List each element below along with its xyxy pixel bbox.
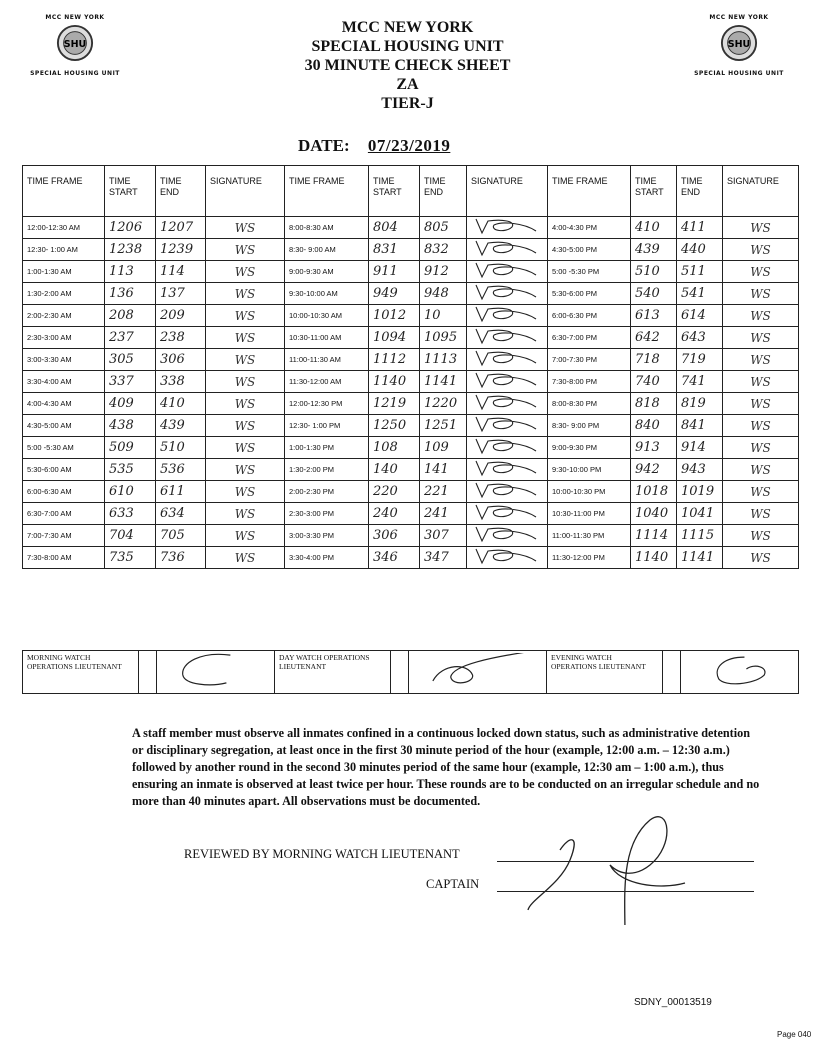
time-end-cell: 841 — [677, 415, 723, 437]
time-end-cell: 511 — [677, 261, 723, 283]
time-frame-cell: 10:30-11:00 AM — [285, 327, 369, 349]
scribble-signature-icon — [472, 371, 542, 389]
col-time-frame: TIME FRAME — [285, 166, 369, 217]
page-number: Page 040 — [777, 1030, 812, 1039]
col-time-start: TIME START — [631, 166, 677, 217]
signature-cell: WS — [723, 371, 799, 393]
signature-cell: WS — [723, 503, 799, 525]
time-end-cell: 1095 — [420, 327, 467, 349]
time-start-cell: 1140 — [369, 371, 420, 393]
time-frame-cell: 7:30-8:00 AM — [23, 547, 105, 569]
time-start-cell: 613 — [631, 305, 677, 327]
time-frame-cell: 6:00-6:30 PM — [548, 305, 631, 327]
signature-cell: WS — [723, 525, 799, 547]
signature-cell: WS — [206, 349, 285, 371]
time-end-cell: 912 — [420, 261, 467, 283]
reviewed-by-label: REVIEWED BY MORNING WATCH LIEUTENANT — [184, 847, 460, 861]
signature-cell: WS — [206, 261, 285, 283]
time-frame-cell: 5:00 -5:30 PM — [548, 261, 631, 283]
table-row — [23, 481, 799, 503]
col-time-start: TIME START — [369, 166, 420, 217]
time-start-cell: 409 — [105, 393, 156, 415]
table-row — [23, 239, 799, 261]
day-watch-signature — [409, 651, 547, 694]
time-start-cell: 1094 — [369, 327, 420, 349]
time-end-cell: 338 — [156, 371, 206, 393]
time-end-cell: 1019 — [677, 481, 723, 503]
time-frame-cell: 3:00-3:30 PM — [285, 525, 369, 547]
bates-number: SDNY_00013519 — [634, 997, 712, 1008]
time-frame-cell: 12:00-12:30 PM — [285, 393, 369, 415]
signature-cell — [467, 305, 548, 327]
time-frame-cell: 11:30-12:00 AM — [285, 371, 369, 393]
time-end-cell: 541 — [677, 283, 723, 305]
table-row — [23, 261, 799, 283]
time-end-cell: 634 — [156, 503, 206, 525]
time-end-cell: 411 — [677, 217, 723, 239]
scribble-signature-icon — [472, 481, 542, 499]
logo-bottom-text: SPECIAL HOUSING UNIT — [30, 70, 120, 77]
spacer — [139, 651, 157, 694]
time-frame-cell: 10:00-10:30 AM — [285, 305, 369, 327]
signature-cell — [467, 437, 548, 459]
signature-cell: WS — [206, 437, 285, 459]
time-frame-cell: 5:30-6:00 PM — [548, 283, 631, 305]
time-frame-cell: 3:30-4:00 PM — [285, 547, 369, 569]
signature-cell: WS — [206, 217, 285, 239]
time-end-cell: 1251 — [420, 415, 467, 437]
time-end-cell: 819 — [677, 393, 723, 415]
time-end-cell: 307 — [420, 525, 467, 547]
check-table — [22, 165, 799, 569]
time-start-cell: 1018 — [631, 481, 677, 503]
handwritten-signature-icon — [161, 653, 270, 687]
scribble-signature-icon — [472, 459, 542, 477]
time-start-cell: 346 — [369, 547, 420, 569]
time-frame-cell: 3:00-3:30 AM — [23, 349, 105, 371]
time-end-cell: 209 — [156, 305, 206, 327]
time-end-cell: 1239 — [156, 239, 206, 261]
handwritten-signature-icon — [685, 653, 794, 687]
time-start-cell: 1238 — [105, 239, 156, 261]
table-row — [23, 547, 799, 569]
time-start-cell: 1250 — [369, 415, 420, 437]
signature-cell: WS — [206, 283, 285, 305]
col-signature: SIGNATURE — [723, 166, 799, 217]
time-start-cell: 220 — [369, 481, 420, 503]
time-frame-cell: 2:30-3:00 AM — [23, 327, 105, 349]
time-frame-cell: 11:00-11:30 PM — [548, 525, 631, 547]
scribble-signature-icon — [472, 503, 542, 521]
time-start-cell: 535 — [105, 459, 156, 481]
time-end-cell: 238 — [156, 327, 206, 349]
col-time-frame: TIME FRAME — [548, 166, 631, 217]
time-end-cell: 510 — [156, 437, 206, 459]
signature-cell: WS — [723, 217, 799, 239]
time-end-cell: 948 — [420, 283, 467, 305]
logo-right — [684, 14, 794, 77]
evening-watch-signature — [681, 651, 799, 694]
time-start-cell: 642 — [631, 327, 677, 349]
col-time-end: TIME END — [156, 166, 206, 217]
time-frame-cell: 1:30-2:00 PM — [285, 459, 369, 481]
time-end-cell: 943 — [677, 459, 723, 481]
time-start-cell: 337 — [105, 371, 156, 393]
table-row — [23, 437, 799, 459]
signature-cell: WS — [723, 349, 799, 371]
table-row — [23, 459, 799, 481]
time-frame-cell: 10:30-11:00 PM — [548, 503, 631, 525]
time-end-cell: 536 — [156, 459, 206, 481]
time-end-cell: 741 — [677, 371, 723, 393]
scribble-signature-icon — [472, 283, 542, 301]
signature-cell — [467, 525, 548, 547]
date-label: DATE: — [298, 136, 350, 155]
time-frame-cell: 2:30-3:00 PM — [285, 503, 369, 525]
signature-cell: WS — [206, 525, 285, 547]
table-row — [23, 283, 799, 305]
table-row — [23, 327, 799, 349]
time-frame-cell: 4:30-5:00 PM — [548, 239, 631, 261]
title-line: MCC NEW YORK — [341, 19, 474, 36]
time-start-cell: 108 — [369, 437, 420, 459]
signature-cell: WS — [723, 437, 799, 459]
signature-cell: WS — [206, 371, 285, 393]
shu-seal-icon — [720, 24, 758, 62]
signature-cell — [467, 547, 548, 569]
time-frame-cell: 8:30- 9:00 PM — [548, 415, 631, 437]
signature-cell: WS — [723, 415, 799, 437]
signature-cell — [467, 371, 548, 393]
time-frame-cell: 1:00-1:30 AM — [23, 261, 105, 283]
scribble-signature-icon — [472, 305, 542, 323]
title-line: ZA — [396, 76, 419, 93]
time-end-cell: 1207 — [156, 217, 206, 239]
time-start-cell: 136 — [105, 283, 156, 305]
signature-cell: WS — [206, 393, 285, 415]
time-frame-cell: 7:30-8:00 PM — [548, 371, 631, 393]
time-frame-cell: 6:00-6:30 AM — [23, 481, 105, 503]
signature-cell: WS — [723, 261, 799, 283]
captain-signature-icon — [500, 805, 700, 925]
time-start-cell: 942 — [631, 459, 677, 481]
time-start-cell: 804 — [369, 217, 420, 239]
title-line: TIER-J — [381, 95, 434, 112]
time-frame-cell: 1:00-1:30 PM — [285, 437, 369, 459]
time-end-cell: 109 — [420, 437, 467, 459]
time-start-cell: 1219 — [369, 393, 420, 415]
time-end-cell: 347 — [420, 547, 467, 569]
scribble-signature-icon — [472, 261, 542, 279]
time-end-cell: 719 — [677, 349, 723, 371]
logo-left — [20, 14, 130, 77]
seal-text: SHU — [63, 38, 87, 50]
time-end-cell: 141 — [420, 459, 467, 481]
signature-cell: WS — [723, 481, 799, 503]
signature-cell — [467, 349, 548, 371]
time-end-cell: 643 — [677, 327, 723, 349]
instructions-paragraph: A staff member must observe all inmates confined in a continuous locked down status, such as administrative detention or disciplinary segregation, at least once in the first 30 minute period of the hour (example, 12:00 a.m. – 12:30 a.m.) followed by another round in the second 30 minutes period of the same hour (example, 12:30 am – 1:00 a.m.), thus ensuring an inmate is observed at least twice per hour. These rounds are to be conducted on an irregular schedule and no more than 40 minutes apart. All observations must be documented. — [132, 726, 760, 808]
col-time-end: TIME END — [420, 166, 467, 217]
signature-cell: WS — [723, 327, 799, 349]
time-start-cell: 1040 — [631, 503, 677, 525]
time-frame-cell: 2:00-2:30 PM — [285, 481, 369, 503]
time-end-cell: 439 — [156, 415, 206, 437]
time-end-cell: 221 — [420, 481, 467, 503]
logo-bottom-text: SPECIAL HOUSING UNIT — [694, 70, 784, 77]
time-end-cell: 10 — [420, 305, 467, 327]
time-end-cell: 306 — [156, 349, 206, 371]
col-time-end: TIME END — [677, 166, 723, 217]
title-line: 30 MINUTE CHECK SHEET — [304, 57, 511, 74]
spacer — [391, 651, 409, 694]
time-start-cell: 509 — [105, 437, 156, 459]
document-title — [250, 18, 565, 113]
time-start-cell: 913 — [631, 437, 677, 459]
time-frame-cell: 12:30- 1:00 AM — [23, 239, 105, 261]
time-frame-cell: 9:30-10:00 PM — [548, 459, 631, 481]
seal-text: SHU — [727, 38, 751, 50]
table-body — [23, 217, 799, 569]
signature-cell — [467, 415, 548, 437]
signature-cell: WS — [206, 415, 285, 437]
time-frame-cell: 9:00-9:30 AM — [285, 261, 369, 283]
signature-cell: WS — [206, 459, 285, 481]
signature-cell — [467, 239, 548, 261]
time-start-cell: 240 — [369, 503, 420, 525]
table-row — [23, 503, 799, 525]
time-start-cell: 949 — [369, 283, 420, 305]
time-start-cell: 911 — [369, 261, 420, 283]
time-frame-cell: 11:00-11:30 AM — [285, 349, 369, 371]
time-frame-cell: 4:00-4:30 AM — [23, 393, 105, 415]
time-start-cell: 610 — [105, 481, 156, 503]
time-end-cell: 705 — [156, 525, 206, 547]
signature-cell: WS — [723, 547, 799, 569]
signature-cell — [467, 283, 548, 305]
time-frame-cell: 9:30-10:00 AM — [285, 283, 369, 305]
signature-cell — [467, 217, 548, 239]
time-start-cell: 510 — [631, 261, 677, 283]
time-end-cell: 736 — [156, 547, 206, 569]
signature-cell: WS — [206, 239, 285, 261]
time-frame-cell: 6:30-7:00 AM — [23, 503, 105, 525]
time-frame-cell: 7:00-7:30 PM — [548, 349, 631, 371]
time-start-cell: 840 — [631, 415, 677, 437]
signature-cell: WS — [206, 305, 285, 327]
time-end-cell: 440 — [677, 239, 723, 261]
morning-watch-signature — [157, 651, 275, 694]
signature-cell — [467, 481, 548, 503]
time-start-cell: 1140 — [631, 547, 677, 569]
scribble-signature-icon — [472, 547, 542, 565]
table-row — [23, 415, 799, 437]
time-frame-cell: 2:00-2:30 AM — [23, 305, 105, 327]
table-row — [23, 349, 799, 371]
time-end-cell: 1220 — [420, 393, 467, 415]
captain-label: CAPTAIN — [426, 877, 480, 891]
time-start-cell: 540 — [631, 283, 677, 305]
logo-top-text: MCC NEW YORK — [709, 14, 769, 21]
time-start-cell: 438 — [105, 415, 156, 437]
time-end-cell: 914 — [677, 437, 723, 459]
time-start-cell: 306 — [369, 525, 420, 547]
scribble-signature-icon — [472, 349, 542, 367]
time-end-cell: 114 — [156, 261, 206, 283]
evening-watch-label: EVENING WATCH OPERATIONS LIEUTENANT — [547, 651, 663, 694]
time-start-cell: 305 — [105, 349, 156, 371]
time-end-cell: 1115 — [677, 525, 723, 547]
time-frame-cell: 5:00 -5:30 AM — [23, 437, 105, 459]
time-frame-cell: 8:00-8:30 AM — [285, 217, 369, 239]
signature-cell: WS — [206, 503, 285, 525]
time-end-cell: 1141 — [420, 371, 467, 393]
time-frame-cell: 8:30- 9:00 AM — [285, 239, 369, 261]
time-start-cell: 1206 — [105, 217, 156, 239]
time-start-cell: 718 — [631, 349, 677, 371]
time-frame-cell: 10:00-10:30 PM — [548, 481, 631, 503]
time-end-cell: 805 — [420, 217, 467, 239]
col-time-frame: TIME FRAME — [23, 166, 105, 217]
time-end-cell: 241 — [420, 503, 467, 525]
table-row — [23, 217, 799, 239]
time-frame-cell: 8:00-8:30 PM — [548, 393, 631, 415]
time-end-cell: 410 — [156, 393, 206, 415]
scribble-signature-icon — [472, 525, 542, 543]
time-start-cell: 818 — [631, 393, 677, 415]
signature-cell — [467, 327, 548, 349]
time-start-cell: 831 — [369, 239, 420, 261]
time-start-cell: 208 — [105, 305, 156, 327]
signature-cell: WS — [723, 393, 799, 415]
time-start-cell: 1012 — [369, 305, 420, 327]
time-start-cell: 140 — [369, 459, 420, 481]
table-row — [23, 305, 799, 327]
time-start-cell: 735 — [105, 547, 156, 569]
date-value: 07/23/2019 — [367, 136, 451, 155]
time-frame-cell: 5:30-6:00 AM — [23, 459, 105, 481]
spacer — [663, 651, 681, 694]
handwritten-signature-icon — [413, 653, 542, 687]
time-frame-cell: 1:30-2:00 AM — [23, 283, 105, 305]
time-end-cell: 1041 — [677, 503, 723, 525]
scribble-signature-icon — [472, 239, 542, 257]
scribble-signature-icon — [472, 437, 542, 455]
time-frame-cell: 7:00-7:30 AM — [23, 525, 105, 547]
time-start-cell: 113 — [105, 261, 156, 283]
time-frame-cell: 12:00-12:30 AM — [23, 217, 105, 239]
time-start-cell: 410 — [631, 217, 677, 239]
table-row — [23, 525, 799, 547]
logo-top-text: MCC NEW YORK — [45, 14, 105, 21]
time-end-cell: 614 — [677, 305, 723, 327]
time-start-cell: 633 — [105, 503, 156, 525]
signature-cell — [467, 459, 548, 481]
time-start-cell: 1112 — [369, 349, 420, 371]
time-frame-cell: 12:30- 1:00 PM — [285, 415, 369, 437]
time-end-cell: 1113 — [420, 349, 467, 371]
morning-watch-label: MORNING WATCH OPERATIONS LIEUTENANT — [23, 651, 139, 694]
signature-cell: WS — [206, 327, 285, 349]
signature-cell — [467, 393, 548, 415]
time-frame-cell: 4:30-5:00 AM — [23, 415, 105, 437]
time-end-cell: 611 — [156, 481, 206, 503]
signature-cell — [467, 503, 548, 525]
signature-cell: WS — [723, 459, 799, 481]
time-frame-cell: 11:30-12:00 PM — [548, 547, 631, 569]
signature-cell: WS — [723, 239, 799, 261]
col-time-start: TIME START — [105, 166, 156, 217]
table-row — [23, 393, 799, 415]
time-frame-cell: 9:00-9:30 PM — [548, 437, 631, 459]
time-end-cell: 137 — [156, 283, 206, 305]
table-row — [23, 371, 799, 393]
date-line — [298, 136, 450, 156]
scribble-signature-icon — [472, 415, 542, 433]
scribble-signature-icon — [472, 217, 542, 235]
signature-cell: WS — [206, 481, 285, 503]
signature-cell — [467, 261, 548, 283]
time-end-cell: 832 — [420, 239, 467, 261]
col-signature: SIGNATURE — [467, 166, 548, 217]
lieutenant-row — [23, 651, 799, 694]
time-start-cell: 740 — [631, 371, 677, 393]
time-frame-cell: 6:30-7:00 PM — [548, 327, 631, 349]
signature-cell: WS — [723, 283, 799, 305]
col-signature: SIGNATURE — [206, 166, 285, 217]
time-frame-cell: 4:00-4:30 PM — [548, 217, 631, 239]
scribble-signature-icon — [472, 393, 542, 411]
time-start-cell: 237 — [105, 327, 156, 349]
title-line: SPECIAL HOUSING UNIT — [311, 38, 504, 55]
time-start-cell: 439 — [631, 239, 677, 261]
time-end-cell: 1141 — [677, 547, 723, 569]
scribble-signature-icon — [472, 327, 542, 345]
shu-seal-icon — [56, 24, 94, 62]
time-start-cell: 704 — [105, 525, 156, 547]
time-start-cell: 1114 — [631, 525, 677, 547]
table-header-row — [23, 166, 799, 217]
lieutenant-table — [22, 650, 799, 694]
signature-cell: WS — [723, 305, 799, 327]
day-watch-label: DAY WATCH OPERATIONS LIEUTENANT — [275, 651, 391, 694]
signature-cell: WS — [206, 547, 285, 569]
time-frame-cell: 3:30-4:00 AM — [23, 371, 105, 393]
